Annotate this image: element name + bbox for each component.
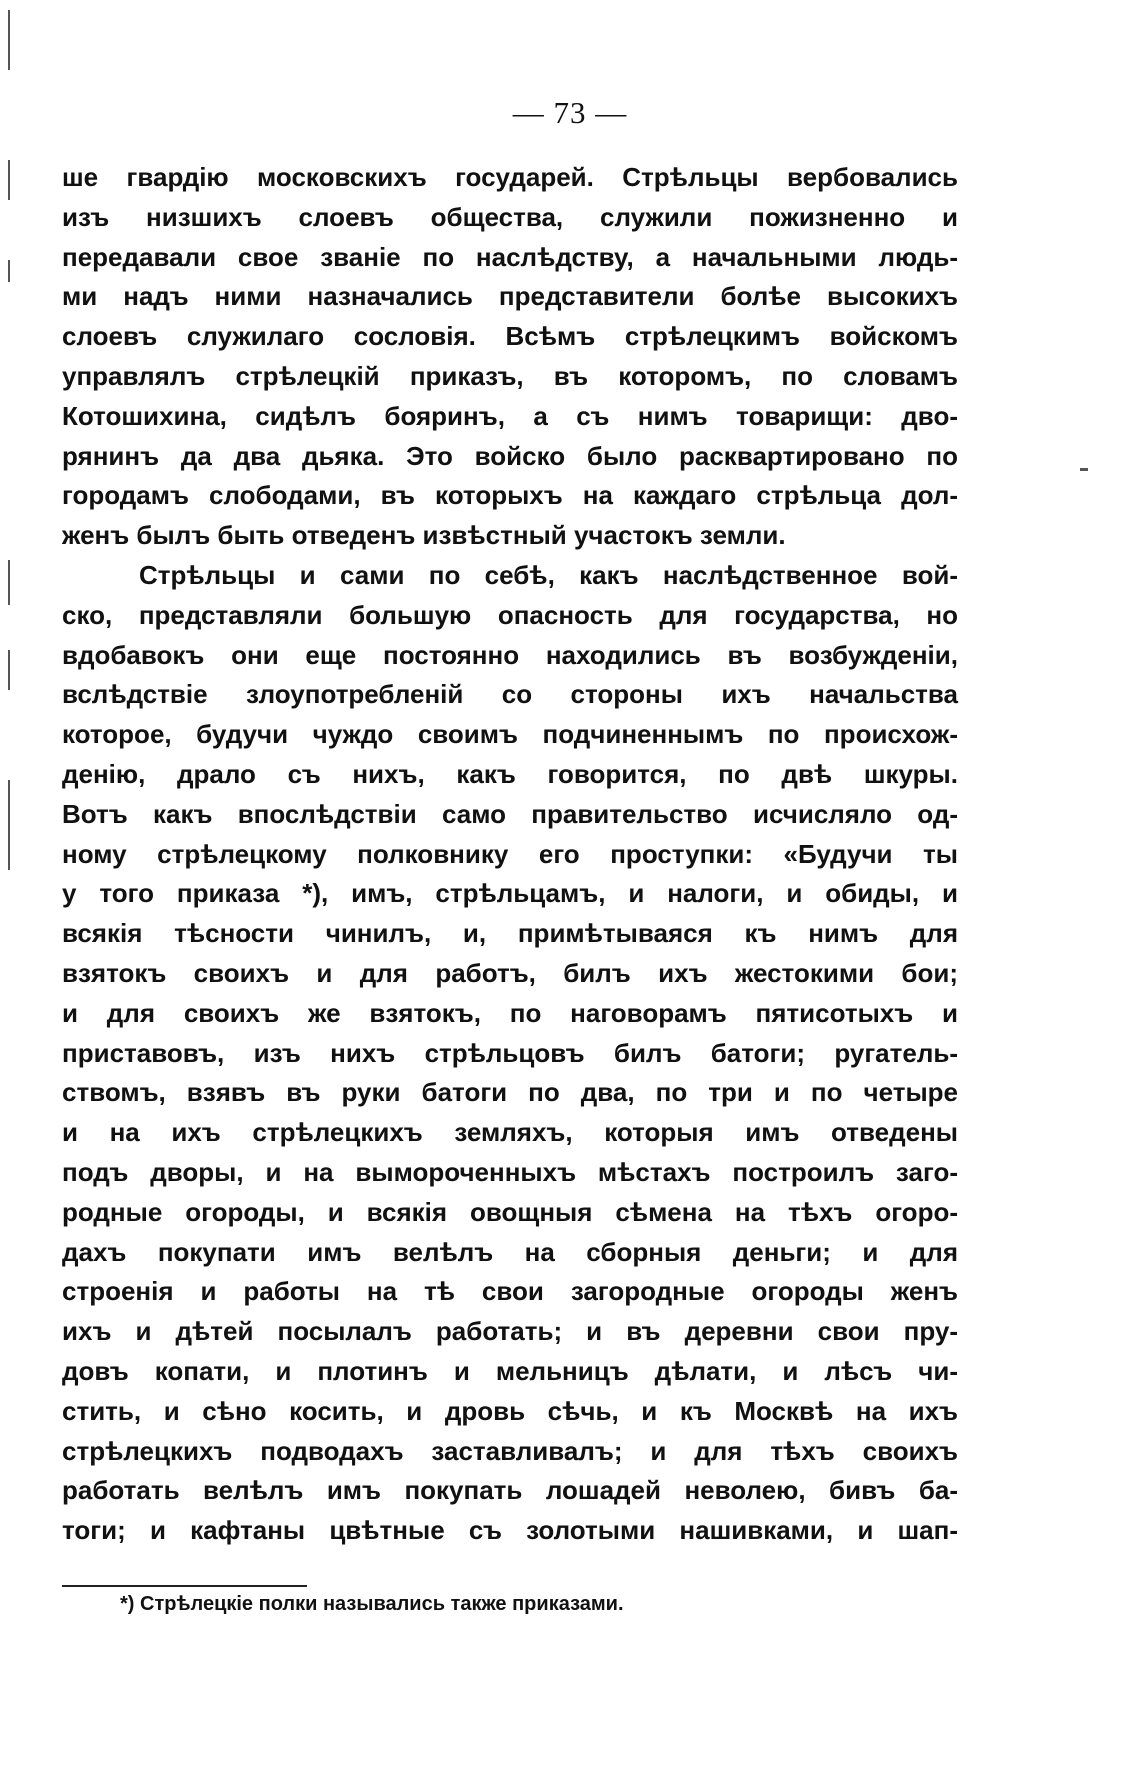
- text-line: ско, представляли большую опасность для государства, но: [62, 599, 958, 630]
- text-line: у того приказа *), имъ, стрѣльцамъ, и налоги, и обиды, и: [62, 878, 958, 909]
- text-line: Котошихина, сидѣлъ бояринъ, а съ нимъ товарищи: дво-: [62, 400, 958, 431]
- text-line: приставовъ, изъ нихъ стрѣльцовъ билъ батоги; ругатель-: [62, 1037, 958, 1068]
- stray-mark: [1080, 468, 1088, 471]
- text-line: родные огороды, и всякія овощныя сѣмена на тѣхъ огоро-: [62, 1196, 958, 1227]
- footnote-rule: [62, 1585, 307, 1587]
- text-line: ше гвардію московскихъ государей. Стрѣльцы вербовались: [62, 162, 958, 192]
- text-line: городамъ слободами, въ которыхъ на каждаго стрѣльца дол-: [62, 480, 958, 511]
- edge-mark: [8, 10, 10, 70]
- text-line: вдобавокъ они еще постоянно находились въ возбужденіи,: [62, 639, 958, 670]
- text-line: тоги; и кафтаны цвѣтные съ золотыми нашивками, и шап-: [62, 1515, 958, 1546]
- text-line: ному стрѣлецкому полковнику его проступки: «Будучи ты: [62, 838, 958, 869]
- edge-mark: [8, 260, 10, 282]
- text-line: слоевъ служилаго сословія. Всѣмъ стрѣлецкимъ войскомъ: [62, 321, 958, 352]
- text-line: Вотъ какъ впослѣдствіи само правительство исчисляло од-: [62, 798, 958, 829]
- scan-edge-marks: [8, 0, 10, 1783]
- text-line: управлялъ стрѣлецкій приказъ, въ которомъ, по словамъ: [62, 360, 958, 391]
- edge-mark: [8, 160, 10, 200]
- body-text: [62, 158, 958, 1551]
- text-line: взятокъ своихъ и для работъ, билъ ихъ жестокими бои;: [62, 957, 958, 988]
- text-line: женъ былъ быть отведенъ извѣстный участокъ земли.: [62, 520, 786, 551]
- edge-mark: [8, 820, 10, 870]
- edge-mark: [8, 780, 10, 820]
- text-line: ихъ и дѣтей посылалъ работать; и въ деревни свои пру-: [62, 1316, 958, 1347]
- text-line: строенія и работы на тѣ свои загородные огороды женъ: [62, 1276, 958, 1307]
- text-line: и на ихъ стрѣлецкихъ земляхъ, которыя имъ отведены: [62, 1117, 958, 1148]
- page-number: — 73 —: [512, 95, 628, 130]
- text-line: дахъ покупати имъ велѣлъ на сборныя деньги; и для: [62, 1236, 958, 1267]
- text-line: изъ низшихъ слоевъ общества, служили пожизненно и: [62, 201, 958, 232]
- text-line: рянинъ да два дьяка. Это войско было расквартировано по: [62, 440, 958, 471]
- text-line: стрѣлецкихъ подводахъ заставливалъ; и для тѣхъ своихъ: [62, 1435, 958, 1466]
- edge-mark: [8, 560, 10, 605]
- text-line: которое, будучи чуждо своимъ подчиненнымъ по происхож-: [62, 719, 958, 750]
- text-line: всякія тѣсности чинилъ, и, примѣтываяся къ нимъ для: [62, 918, 958, 949]
- text-line: довъ копати, и плотинъ и мельницъ дѣлати, и лѣсъ чи-: [62, 1355, 958, 1386]
- text-line: подъ дворы, и на вымороченныхъ мѣстахъ построилъ заго-: [62, 1156, 958, 1187]
- text-line: стить, и сѣно косить, и дровь сѣчь, и къ Москвѣ на ихъ: [62, 1395, 958, 1426]
- edge-mark: [8, 650, 10, 690]
- text-line: работать велѣлъ имъ покупать лошадей неволею, бивъ ба-: [62, 1475, 958, 1506]
- text-line: Стрѣльцы и сами по себѣ, какъ наслѣдственное вой-: [139, 559, 958, 590]
- text-line: передавали свое званіе по наслѣдству, а начальными людь-: [62, 241, 958, 272]
- text-line: ми надъ ними назначались представители болѣе высокихъ: [62, 281, 958, 312]
- text-line: денію, драло съ нихъ, какъ говорится, по двѣ шкуры.: [62, 758, 958, 789]
- text-line: вслѣдствіе злоупотребленій со стороны ихъ начальства: [62, 679, 958, 710]
- text-line: и для своихъ же взятокъ, по наговорамъ пятисотыхъ и: [62, 997, 958, 1028]
- footnote: *) Стрѣлецкіе полки назывались также приказами.: [120, 1593, 624, 1615]
- text-line: ствомъ, взявъ въ руки батоги по два, по три и по четыре: [62, 1077, 958, 1108]
